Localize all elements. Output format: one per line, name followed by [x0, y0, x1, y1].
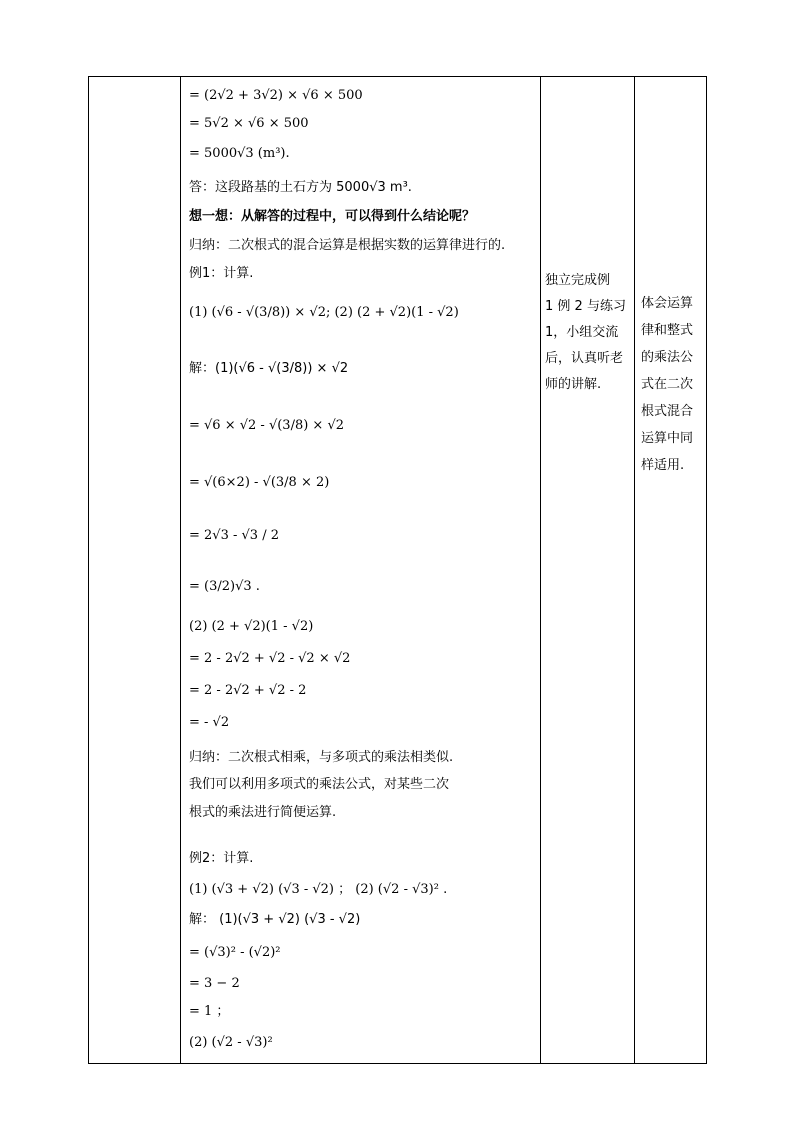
teaching-content-column: [181, 77, 537, 1063]
student-activity-text: [545, 268, 626, 398]
math-line-1: = (2√2 + 3√2) × √6 × 500: [189, 88, 363, 103]
design-intent-line: 根式混合: [641, 404, 694, 419]
math-line-14: (2) (2 + √2)(1 - √2): [189, 619, 314, 634]
math-line-4: 答：这段路基的土石方为 5000√3 m³.: [189, 180, 412, 195]
student-activity-column: [541, 77, 631, 1063]
math-line-13: = (3/2)√3 .: [189, 579, 260, 594]
math-line-16: = 2 - 2√2 + √2 - 2: [189, 683, 307, 698]
design-intent-line: 式在二次: [641, 377, 694, 392]
math-line-9: 解：(1)(√6 - √(3/8)) × √2: [189, 361, 349, 376]
math-line-6: 归纳：二次根式的混合运算是根据实数的运算律进行的.: [189, 238, 506, 253]
student-activity-line: 1，小组交流: [545, 325, 619, 340]
math-line-2: = 5√2 × √6 × 500: [189, 116, 309, 131]
student-activity-line: 师的讲解.: [545, 377, 602, 392]
lesson-table: [88, 76, 707, 1064]
math-line-27: (2) (√2 - √3)²: [189, 1035, 273, 1050]
math-line-15: = 2 - 2√2 + √2 - √2 × √2: [189, 651, 351, 666]
math-line-25: = 3 − 2: [189, 976, 240, 991]
math-line-21: 例2：计算.: [189, 851, 254, 866]
math-line-12: = 2√3 - √3 / 2: [189, 528, 279, 543]
design-intent-column: [637, 77, 705, 1063]
design-intent-line: 样适用.: [641, 458, 685, 473]
math-line-18: 归纳：二次根式相乘，与多项式的乘法相类似.: [189, 750, 454, 765]
math-line-24: = (√3)² - (√2)²: [189, 945, 281, 960]
design-intent-line: 运算中同: [641, 431, 694, 446]
math-line-10: = √6 × √2 - √(3/8) × √2: [189, 418, 345, 433]
math-line-22: (1) (√3 + √2) (√3 - √2) ； (2) (√2 - √3)² .: [189, 882, 448, 897]
student-activity-line: 1 例 2 与练习: [545, 299, 626, 314]
math-line-17: = - √2: [189, 715, 230, 730]
math-line-8: (1) (√6 - √(3/8)) × √2; (2) (2 + √2)(1 - √2): [189, 305, 459, 320]
design-intent-line: 的乘法公: [641, 350, 694, 365]
design-intent-text: [641, 290, 693, 479]
math-line-26: = 1 ；: [189, 1004, 230, 1019]
math-line-11: = √(6×2) - √(3/8 × 2): [189, 475, 330, 490]
math-line-20: 根式的乘法进行简便运算.: [189, 805, 337, 820]
student-activity-line: 独立完成例: [545, 273, 611, 288]
math-line-19: 我们可以利用多项式的乘法公式，对某些二次: [189, 777, 450, 792]
column-divider-3: [634, 77, 635, 1063]
math-line-23: 解： (1)(√3 + √2) (√3 - √2): [189, 912, 361, 927]
math-line-5: 想一想：从解答的过程中，可以得到什么结论呢？: [189, 209, 476, 224]
math-line-7: 例1：计算.: [189, 266, 254, 281]
design-intent-line: 体会运算: [641, 296, 694, 311]
design-intent-line: 律和整式: [641, 323, 694, 338]
math-line-3: = 5000√3 (m³).: [189, 146, 290, 161]
student-activity-line: 后，认真听老: [545, 351, 624, 366]
